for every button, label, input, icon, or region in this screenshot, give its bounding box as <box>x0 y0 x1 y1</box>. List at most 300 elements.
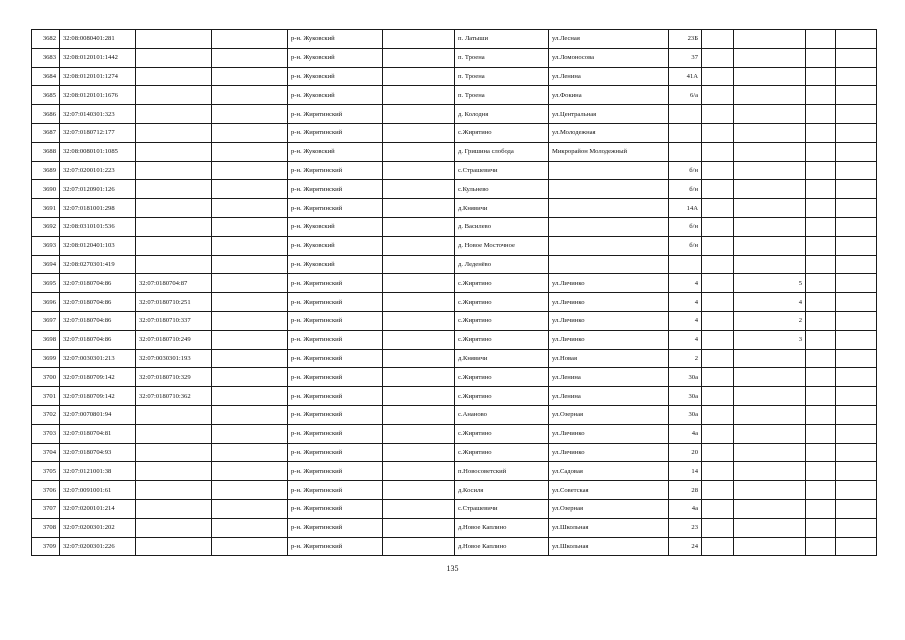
cell-flat <box>734 86 806 105</box>
cell-empty <box>806 199 836 218</box>
table-row <box>32 481 877 500</box>
cell-empty <box>836 349 877 368</box>
cell-street <box>549 236 669 255</box>
cell-street <box>549 180 669 199</box>
cell-empty <box>806 105 836 124</box>
cell-house: 4а <box>669 499 702 518</box>
cell-row-number: 3698 <box>32 330 60 349</box>
cell-cadastral-number: 32:07:0180709:142 <box>60 387 136 406</box>
cell-parent-cadastral-number <box>136 255 212 274</box>
cell-empty <box>212 293 288 312</box>
cell-empty <box>383 537 455 556</box>
cell-empty <box>836 67 877 86</box>
cell-flat: 3 <box>734 330 806 349</box>
cell-cadastral-number: 32:07:0180704:86 <box>60 311 136 330</box>
cell-settlement: с.Ананово <box>455 405 549 424</box>
cell-empty <box>212 462 288 481</box>
cell-empty <box>702 462 734 481</box>
cell-empty <box>702 105 734 124</box>
cell-row-number: 3703 <box>32 424 60 443</box>
cell-empty <box>806 161 836 180</box>
cell-flat <box>734 255 806 274</box>
cell-cadastral-number: 32:07:0070801:94 <box>60 405 136 424</box>
cell-empty <box>806 180 836 199</box>
cell-house: б/н <box>669 236 702 255</box>
cell-settlement: с.Страшевичи <box>455 499 549 518</box>
cell-house: 24 <box>669 537 702 556</box>
cell-empty <box>383 443 455 462</box>
cell-district: р-н. Жуковский <box>288 142 383 161</box>
cell-flat: 5 <box>734 274 806 293</box>
cell-empty <box>383 387 455 406</box>
cell-district: р-н. Жирятинский <box>288 387 383 406</box>
cell-settlement: с.Жирятино <box>455 368 549 387</box>
cell-empty <box>836 368 877 387</box>
cell-empty <box>212 217 288 236</box>
cell-settlement: д.Княвичи <box>455 349 549 368</box>
cell-row-number: 3691 <box>32 199 60 218</box>
cell-cadastral-number: 32:08:0270301:419 <box>60 255 136 274</box>
cell-flat <box>734 217 806 236</box>
cell-cadastral-number: 32:07:0181001:298 <box>60 199 136 218</box>
cell-empty <box>383 217 455 236</box>
cell-row-number: 3688 <box>32 142 60 161</box>
cell-empty <box>806 443 836 462</box>
cell-row-number: 3682 <box>32 30 60 49</box>
cell-parent-cadastral-number <box>136 180 212 199</box>
cell-cadastral-number: 32:07:0091001:61 <box>60 481 136 500</box>
table-row <box>32 180 877 199</box>
cell-empty <box>383 86 455 105</box>
cell-settlement: с.Жирятино <box>455 123 549 142</box>
cell-house: 20 <box>669 443 702 462</box>
cell-settlement: д. Василево <box>455 217 549 236</box>
cell-flat <box>734 387 806 406</box>
cell-district: р-н. Жирятинский <box>288 368 383 387</box>
cell-street: ул.Личинко <box>549 424 669 443</box>
cell-empty <box>806 349 836 368</box>
cell-flat <box>734 105 806 124</box>
cell-cadastral-number: 32:07:0180704:86 <box>60 330 136 349</box>
cell-district: р-н. Жуковский <box>288 30 383 49</box>
cell-house <box>669 123 702 142</box>
cell-empty <box>212 48 288 67</box>
cell-row-number: 3699 <box>32 349 60 368</box>
cell-house: б/н <box>669 180 702 199</box>
cell-district: р-н. Жирятинский <box>288 405 383 424</box>
cell-empty <box>212 161 288 180</box>
cell-street: ул.Лесная <box>549 30 669 49</box>
cell-street: ул.Озерная <box>549 499 669 518</box>
cell-empty <box>806 30 836 49</box>
cell-house: б/н <box>669 161 702 180</box>
cell-empty <box>836 123 877 142</box>
cell-parent-cadastral-number <box>136 86 212 105</box>
cell-district: р-н. Жирятинский <box>288 123 383 142</box>
cell-empty <box>806 123 836 142</box>
cell-empty <box>383 293 455 312</box>
cell-house: 6/а <box>669 86 702 105</box>
cell-row-number: 3692 <box>32 217 60 236</box>
cell-district: р-н. Жирятинский <box>288 199 383 218</box>
cell-empty <box>383 180 455 199</box>
cell-empty <box>836 199 877 218</box>
cell-house: 4 <box>669 311 702 330</box>
cell-empty <box>806 86 836 105</box>
cell-empty <box>383 499 455 518</box>
cell-empty <box>702 387 734 406</box>
cell-row-number: 3697 <box>32 311 60 330</box>
cell-settlement: с.Жирятино <box>455 311 549 330</box>
cell-row-number: 3690 <box>32 180 60 199</box>
cell-empty <box>806 424 836 443</box>
cell-row-number: 3700 <box>32 368 60 387</box>
cell-parent-cadastral-number <box>136 105 212 124</box>
cell-row-number: 3707 <box>32 499 60 518</box>
cell-empty <box>702 518 734 537</box>
cell-empty <box>836 255 877 274</box>
table-row <box>32 105 877 124</box>
cell-empty <box>383 462 455 481</box>
cell-district: р-н. Жирятинский <box>288 443 383 462</box>
cell-empty <box>212 499 288 518</box>
cell-district: р-н. Жирятинский <box>288 462 383 481</box>
cell-empty <box>383 518 455 537</box>
cell-row-number: 3683 <box>32 48 60 67</box>
cell-street: ул.Личинко <box>549 330 669 349</box>
cell-empty <box>383 105 455 124</box>
cell-flat <box>734 180 806 199</box>
cell-cadastral-number: 32:08:0080401:281 <box>60 30 136 49</box>
cell-parent-cadastral-number <box>136 481 212 500</box>
cell-row-number: 3701 <box>32 387 60 406</box>
register-table <box>31 29 877 556</box>
cell-street: ул.Молодежная <box>549 123 669 142</box>
cell-empty <box>836 311 877 330</box>
cell-empty <box>212 537 288 556</box>
cell-row-number: 3709 <box>32 537 60 556</box>
cell-house: 30а <box>669 387 702 406</box>
cell-empty <box>806 255 836 274</box>
cell-empty <box>836 387 877 406</box>
cell-empty <box>806 405 836 424</box>
cell-empty <box>806 274 836 293</box>
cell-empty <box>702 311 734 330</box>
cell-row-number: 3695 <box>32 274 60 293</box>
cell-parent-cadastral-number <box>136 537 212 556</box>
table-row <box>32 518 877 537</box>
cell-district: р-н. Жирятинский <box>288 105 383 124</box>
cell-empty <box>806 537 836 556</box>
cell-street: ул.Школьная <box>549 518 669 537</box>
cell-empty <box>383 368 455 387</box>
cell-empty <box>702 368 734 387</box>
cell-empty <box>836 537 877 556</box>
cell-parent-cadastral-number <box>136 405 212 424</box>
cell-house: 30а <box>669 368 702 387</box>
cell-street: ул.Ленина <box>549 67 669 86</box>
cell-empty <box>702 86 734 105</box>
cell-street <box>549 217 669 236</box>
cell-empty <box>806 217 836 236</box>
cell-street: ул.Школьная <box>549 537 669 556</box>
table-row <box>32 274 877 293</box>
cell-cadastral-number: 32:08:0310101:536 <box>60 217 136 236</box>
table-row <box>32 86 877 105</box>
cell-settlement: д. Новое Мосточное <box>455 236 549 255</box>
cell-parent-cadastral-number <box>136 142 212 161</box>
cell-parent-cadastral-number <box>136 30 212 49</box>
cell-row-number: 3684 <box>32 67 60 86</box>
table-row <box>32 236 877 255</box>
cell-empty <box>702 274 734 293</box>
cell-settlement: д. Колодня <box>455 105 549 124</box>
cell-cadastral-number: 32:07:0120901:126 <box>60 180 136 199</box>
cell-settlement: п. Латыши <box>455 30 549 49</box>
table-row <box>32 217 877 236</box>
cell-settlement: с.Жирятино <box>455 424 549 443</box>
cell-cadastral-number: 32:07:0030301:213 <box>60 349 136 368</box>
cell-flat <box>734 462 806 481</box>
cell-flat <box>734 499 806 518</box>
table-row <box>32 30 877 49</box>
cell-empty <box>702 349 734 368</box>
cell-flat <box>734 161 806 180</box>
cell-street: ул.Советская <box>549 481 669 500</box>
cell-parent-cadastral-number: 32:07:0180704:87 <box>136 274 212 293</box>
cell-empty <box>836 142 877 161</box>
cell-empty <box>383 255 455 274</box>
cell-flat <box>734 481 806 500</box>
cell-flat: 4 <box>734 293 806 312</box>
cell-district: р-н. Жирятинский <box>288 161 383 180</box>
cell-empty <box>702 443 734 462</box>
cell-flat <box>734 67 806 86</box>
cell-flat <box>734 123 806 142</box>
table-row <box>32 255 877 274</box>
cell-house: 14А <box>669 199 702 218</box>
cell-house: 37 <box>669 48 702 67</box>
cell-settlement: п. Троена <box>455 86 549 105</box>
cell-district: р-н. Жирятинский <box>288 537 383 556</box>
cell-settlement: с.Жирятино <box>455 387 549 406</box>
cell-parent-cadastral-number <box>136 518 212 537</box>
cell-house <box>669 105 702 124</box>
cell-empty <box>836 499 877 518</box>
cell-empty <box>806 518 836 537</box>
cell-empty <box>806 387 836 406</box>
cell-row-number: 3705 <box>32 462 60 481</box>
cell-cadastral-number: 32:07:0121001:38 <box>60 462 136 481</box>
cell-empty <box>702 48 734 67</box>
cell-row-number: 3687 <box>32 123 60 142</box>
cell-settlement: д.Княвичи <box>455 199 549 218</box>
cell-house: 4 <box>669 330 702 349</box>
cell-street: ул.Новая <box>549 349 669 368</box>
cell-empty <box>702 255 734 274</box>
cell-parent-cadastral-number: 32:07:0180710:362 <box>136 387 212 406</box>
cell-empty <box>383 161 455 180</box>
cell-flat <box>734 443 806 462</box>
cell-house: 2 <box>669 349 702 368</box>
cell-empty <box>702 199 734 218</box>
cell-empty <box>212 86 288 105</box>
table-row <box>32 293 877 312</box>
table-row <box>32 405 877 424</box>
cell-empty <box>836 518 877 537</box>
cell-street: ул.Фокина <box>549 86 669 105</box>
cell-empty <box>702 161 734 180</box>
cell-district: р-н. Жирятинский <box>288 293 383 312</box>
cell-parent-cadastral-number <box>136 462 212 481</box>
cell-district: р-н. Жирятинский <box>288 518 383 537</box>
cell-empty <box>702 30 734 49</box>
table-row <box>32 368 877 387</box>
cell-empty <box>212 142 288 161</box>
cell-empty <box>383 236 455 255</box>
cell-district: р-н. Жирятинский <box>288 499 383 518</box>
cell-settlement: д. Леденёво <box>455 255 549 274</box>
cell-settlement: с.Жирятино <box>455 330 549 349</box>
cell-parent-cadastral-number <box>136 499 212 518</box>
cell-house: 28 <box>669 481 702 500</box>
cell-empty <box>383 48 455 67</box>
cell-district: р-н. Жирятинский <box>288 481 383 500</box>
cell-empty <box>836 161 877 180</box>
cell-empty <box>383 142 455 161</box>
cell-settlement: п. Троена <box>455 67 549 86</box>
cell-empty <box>836 180 877 199</box>
cell-empty <box>212 481 288 500</box>
cell-parent-cadastral-number <box>136 67 212 86</box>
page-number: 135 <box>446 564 459 573</box>
cell-cadastral-number: 32:07:0180704:86 <box>60 274 136 293</box>
table-row <box>32 443 877 462</box>
cell-district: р-н. Жирятинский <box>288 330 383 349</box>
cell-row-number: 3689 <box>32 161 60 180</box>
cell-street: ул.Ленина <box>549 387 669 406</box>
cell-empty <box>836 48 877 67</box>
cell-empty <box>383 311 455 330</box>
cell-district: р-н. Жирятинский <box>288 349 383 368</box>
cell-row-number: 3708 <box>32 518 60 537</box>
cell-empty <box>383 67 455 86</box>
cell-row-number: 3693 <box>32 236 60 255</box>
cell-house <box>669 255 702 274</box>
cell-empty <box>836 330 877 349</box>
cell-cadastral-number: 32:07:0140301:323 <box>60 105 136 124</box>
cell-parent-cadastral-number <box>136 48 212 67</box>
cell-row-number: 3694 <box>32 255 60 274</box>
cell-cadastral-number: 32:08:0080101:1085 <box>60 142 136 161</box>
cell-settlement: д.Новое Каплино <box>455 537 549 556</box>
cell-cadastral-number: 32:07:0200101:214 <box>60 499 136 518</box>
table-row <box>32 142 877 161</box>
cell-empty <box>806 330 836 349</box>
cell-empty <box>836 217 877 236</box>
cell-empty <box>212 67 288 86</box>
cell-row-number: 3686 <box>32 105 60 124</box>
cell-empty <box>702 330 734 349</box>
cell-empty <box>212 274 288 293</box>
cell-empty <box>806 293 836 312</box>
cell-empty <box>212 424 288 443</box>
cell-house <box>669 142 702 161</box>
cell-street: Микрорайон Молодежный <box>549 142 669 161</box>
cell-row-number: 3702 <box>32 405 60 424</box>
cell-house: 14 <box>669 462 702 481</box>
cell-parent-cadastral-number <box>136 199 212 218</box>
cell-empty <box>383 349 455 368</box>
cell-house: 4 <box>669 274 702 293</box>
cell-parent-cadastral-number: 32:07:0180710:329 <box>136 368 212 387</box>
cell-row-number: 3685 <box>32 86 60 105</box>
cell-empty <box>383 405 455 424</box>
cell-house: б/н <box>669 217 702 236</box>
cell-empty <box>383 30 455 49</box>
cell-empty <box>836 30 877 49</box>
cell-empty <box>702 67 734 86</box>
cell-district: р-н. Жирятинский <box>288 311 383 330</box>
cell-district: р-н. Жуковский <box>288 217 383 236</box>
cell-cadastral-number: 32:07:0180704:81 <box>60 424 136 443</box>
cell-empty <box>212 180 288 199</box>
cell-district: р-н. Жуковский <box>288 48 383 67</box>
table-row <box>32 67 877 86</box>
cell-empty <box>212 30 288 49</box>
cell-empty <box>383 123 455 142</box>
cell-cadastral-number: 32:08:0120101:1442 <box>60 48 136 67</box>
cell-settlement: д.Косиля <box>455 481 549 500</box>
cell-parent-cadastral-number <box>136 443 212 462</box>
cell-cadastral-number: 32:08:0120101:1274 <box>60 67 136 86</box>
cell-district: р-н. Жуковский <box>288 255 383 274</box>
cell-settlement: д.Новое Каплино <box>455 518 549 537</box>
cell-street: ул.Личинко <box>549 293 669 312</box>
cell-parent-cadastral-number <box>136 424 212 443</box>
cell-empty <box>806 462 836 481</box>
cell-street <box>549 255 669 274</box>
cell-flat <box>734 199 806 218</box>
cell-empty <box>836 236 877 255</box>
cell-empty <box>836 424 877 443</box>
cell-empty <box>383 330 455 349</box>
cell-empty <box>836 105 877 124</box>
cell-flat: 2 <box>734 311 806 330</box>
cell-flat <box>734 30 806 49</box>
cell-flat <box>734 236 806 255</box>
cell-empty <box>836 274 877 293</box>
table-body <box>32 30 877 556</box>
cell-empty <box>836 443 877 462</box>
cell-cadastral-number: 32:07:0200101:223 <box>60 161 136 180</box>
cell-empty <box>702 537 734 556</box>
cell-cadastral-number: 32:07:0200301:202 <box>60 518 136 537</box>
cell-street: ул.Личинко <box>549 443 669 462</box>
cell-empty <box>212 236 288 255</box>
cell-empty <box>212 199 288 218</box>
cell-cadastral-number: 32:07:0180709:142 <box>60 368 136 387</box>
table-row <box>32 462 877 481</box>
cell-row-number: 3706 <box>32 481 60 500</box>
cell-cadastral-number: 32:07:0180704:86 <box>60 293 136 312</box>
cell-empty <box>836 481 877 500</box>
cell-street <box>549 199 669 218</box>
cell-empty <box>212 330 288 349</box>
cell-empty <box>212 255 288 274</box>
cell-flat <box>734 424 806 443</box>
cell-empty <box>702 293 734 312</box>
